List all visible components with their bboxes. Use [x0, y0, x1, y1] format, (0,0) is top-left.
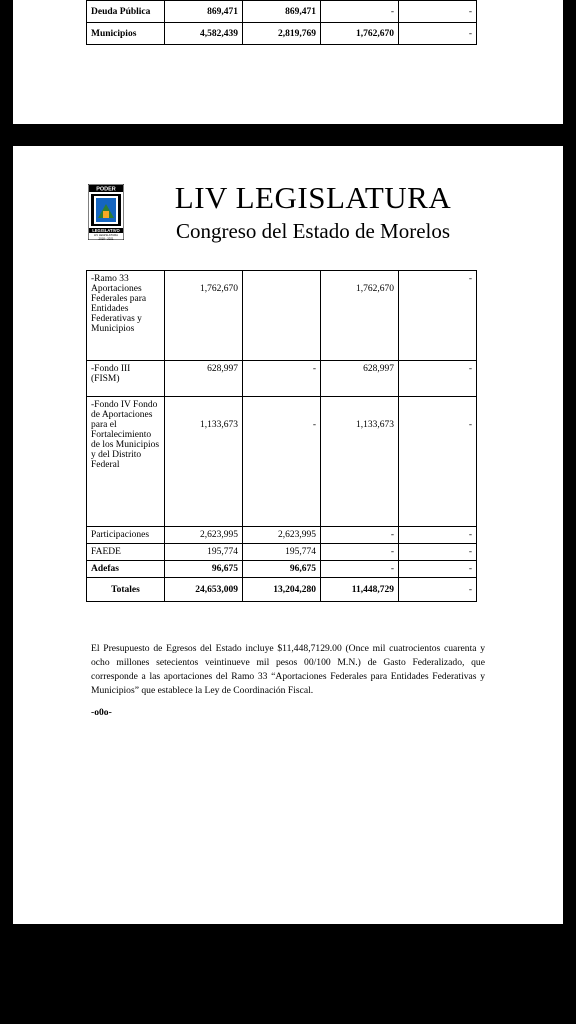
- cell-value: -: [321, 544, 399, 561]
- cell-value: -: [399, 561, 477, 578]
- cell-value: 1,762,670: [321, 271, 399, 361]
- cell-value: 869,471: [165, 1, 243, 23]
- cell-value: -: [399, 527, 477, 544]
- cell-value: 195,774: [165, 544, 243, 561]
- cell-value: 13,204,280: [243, 578, 321, 602]
- cell-value: 11,448,729: [321, 578, 399, 602]
- cell-value: -: [399, 397, 477, 527]
- row-label: -Ramo 33 Aportaciones Federales para Entidades Federativas y Municipios: [87, 271, 165, 361]
- previous-page-fragment: [13, 0, 563, 124]
- cell-value: -: [399, 1, 477, 23]
- cell-value: 869,471: [243, 1, 321, 23]
- cell-value: 1,133,673: [321, 397, 399, 527]
- budget-table-continued: [86, 0, 477, 45]
- table-row: [87, 271, 477, 361]
- document-title: LIV LEGISLATURA: [174, 180, 452, 215]
- logo-text-bottom: LEGISLATIVO: [92, 228, 120, 233]
- table-row: [87, 361, 477, 397]
- table-row: [87, 561, 477, 578]
- logo-text-small: LIV LEGISLATURA: [93, 233, 119, 237]
- logo-text-years: 2018 - 2021: [98, 236, 114, 240]
- cell-value: 1,762,670: [321, 23, 399, 45]
- cell-value: 2,623,995: [243, 527, 321, 544]
- row-label: Participaciones: [87, 527, 165, 544]
- logo-text-top: PODER: [96, 186, 116, 193]
- cell-value: 24,653,009: [165, 578, 243, 602]
- row-label: -Fondo IV Fondo de Aportaciones para el Fortalecimiento de los Municipios y del Distrito Federal: [87, 397, 165, 527]
- table-row: [87, 23, 477, 45]
- cell-value: 4,582,439: [165, 23, 243, 45]
- budget-table: [86, 270, 477, 602]
- table-row: [87, 397, 477, 527]
- row-label: Deuda Pública: [87, 1, 165, 23]
- document-page: [13, 146, 563, 924]
- closing-mark: -o0o-: [91, 707, 112, 718]
- budget-paragraph: El Presupuesto de Egresos del Estado incluye $11,448,7129.00 (Once mil cuatrocientos cuarenta y ocho millones setecientos veintinueve mil pesos 00/100 M.N.) de Gasto Federalizado, que corresponde a las aportaciones del Ramo 33 “Aportaciones Federales para Entidades Federativas y Municipios” que establece la Ley de Coordinación Fiscal.: [91, 643, 485, 696]
- cell-value: 195,774: [243, 544, 321, 561]
- row-label: Municipios: [87, 23, 165, 45]
- cell-value: 1,762,670: [165, 271, 243, 361]
- cell-value: 2,623,995: [165, 527, 243, 544]
- cell-value: -: [321, 561, 399, 578]
- cell-value: -: [243, 397, 321, 527]
- cell-value: 96,675: [243, 561, 321, 578]
- cell-value: [243, 271, 321, 361]
- row-label: Totales: [87, 578, 165, 602]
- cell-value: 1,133,673: [165, 397, 243, 527]
- cell-value: 628,997: [321, 361, 399, 397]
- cell-value: 628,997: [165, 361, 243, 397]
- cell-value: -: [399, 544, 477, 561]
- row-label: -Fondo III (FISM): [87, 361, 165, 397]
- cell-value: -: [399, 23, 477, 45]
- cell-value: -: [321, 1, 399, 23]
- cell-value: 2,819,769: [243, 23, 321, 45]
- cell-value: -: [321, 527, 399, 544]
- legislature-logo: [88, 184, 124, 240]
- table-row: [87, 527, 477, 544]
- cell-value: 96,675: [165, 561, 243, 578]
- table-row: [87, 1, 477, 23]
- cell-value: -: [243, 361, 321, 397]
- cell-value: -: [399, 578, 477, 602]
- table-row-totals: [87, 578, 477, 602]
- row-label: Adefas: [87, 561, 165, 578]
- document-subtitle: Congreso del Estado de Morelos: [175, 219, 451, 243]
- cell-value: -: [399, 361, 477, 397]
- cell-value: -: [399, 271, 477, 361]
- table-row: [87, 544, 477, 561]
- row-label: FAEDE: [87, 544, 165, 561]
